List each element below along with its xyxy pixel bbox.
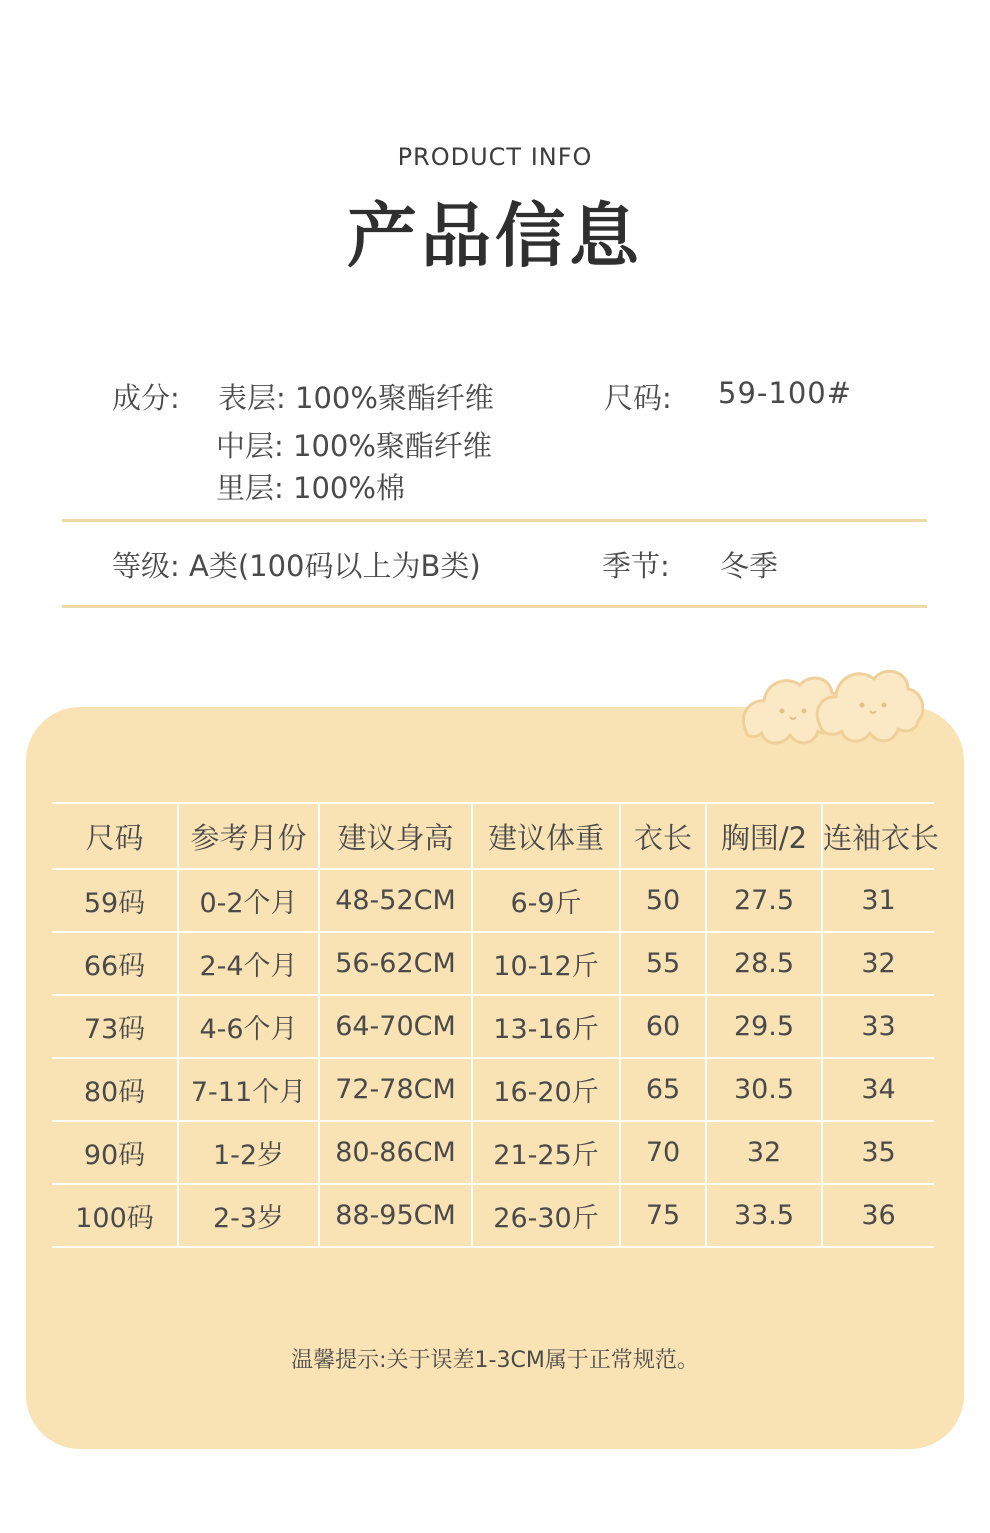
header-sleeve-length: 连袖衣长 bbox=[822, 803, 934, 869]
table-cell: 32 bbox=[706, 1121, 822, 1184]
table-header-row bbox=[52, 803, 934, 869]
table-cell: 2-4个月 bbox=[178, 932, 319, 995]
composition-label: 成分: bbox=[112, 381, 180, 415]
inner-layer-text: 里层: 100%棉 bbox=[216, 471, 405, 505]
table-cell: 64-70CM bbox=[319, 995, 472, 1058]
table-cell: 13-16斤 bbox=[472, 995, 620, 1058]
table-cell: 59码 bbox=[52, 869, 178, 932]
table-cell: 16-20斤 bbox=[472, 1058, 620, 1121]
header-chest: 胸围/2 bbox=[706, 803, 822, 869]
page-title: 产品信息 bbox=[347, 195, 643, 277]
header-months: 参考月份 bbox=[178, 803, 319, 869]
table-row bbox=[52, 932, 934, 995]
header-length: 衣长 bbox=[620, 803, 706, 869]
divider-top bbox=[62, 519, 927, 522]
table-cell: 56-62CM bbox=[319, 932, 472, 995]
table-cell: 73码 bbox=[52, 995, 178, 1058]
table-row bbox=[52, 1058, 934, 1121]
table-cell: 0-2个月 bbox=[178, 869, 319, 932]
table-cell: 75 bbox=[620, 1184, 706, 1247]
table-cell: 66码 bbox=[52, 932, 178, 995]
table-cell: 55 bbox=[620, 932, 706, 995]
table-cell: 90码 bbox=[52, 1121, 178, 1184]
table-cell: 48-52CM bbox=[319, 869, 472, 932]
divider-bottom bbox=[62, 605, 927, 608]
tip-text: 温馨提示:关于误差1-3CM属于正常规范。 bbox=[291, 1348, 699, 1373]
table-cell: 2-3岁 bbox=[178, 1184, 319, 1247]
table-cell: 32 bbox=[822, 932, 934, 995]
table-cell: 7-11个月 bbox=[178, 1058, 319, 1121]
season-value: 冬季 bbox=[720, 549, 779, 583]
table-cell: 27.5 bbox=[706, 869, 822, 932]
header-size: 尺码 bbox=[52, 803, 178, 869]
table-row bbox=[52, 1184, 934, 1247]
table-cell: 33.5 bbox=[706, 1184, 822, 1247]
table-cell: 100码 bbox=[52, 1184, 178, 1247]
cloud-decoration bbox=[738, 655, 924, 755]
table-cell: 1-2岁 bbox=[178, 1121, 319, 1184]
table-cell: 72-78CM bbox=[319, 1058, 472, 1121]
table-cell: 33 bbox=[822, 995, 934, 1058]
table-cell: 65 bbox=[620, 1058, 706, 1121]
header-weight: 建议体重 bbox=[472, 803, 620, 869]
table-cell: 29.5 bbox=[706, 995, 822, 1058]
table-cell: 21-25斤 bbox=[472, 1121, 620, 1184]
middle-layer-text: 中层: 100%聚酯纤维 bbox=[216, 429, 492, 463]
table-cell: 88-95CM bbox=[319, 1184, 472, 1247]
grade-text: 等级: A类(100码以上为B类) bbox=[112, 549, 481, 583]
size-table bbox=[52, 802, 940, 1248]
table-cell: 4-6个月 bbox=[178, 995, 319, 1058]
size-label: 尺码: bbox=[604, 381, 672, 415]
table-cell: 34 bbox=[822, 1058, 934, 1121]
table-cell: 10-12斤 bbox=[472, 932, 620, 995]
table-cell: 28.5 bbox=[706, 932, 822, 995]
table-row bbox=[52, 1121, 934, 1184]
subtitle-en: PRODUCT INFO bbox=[397, 143, 593, 171]
table-cell: 60 bbox=[620, 995, 706, 1058]
table-cell: 50 bbox=[620, 869, 706, 932]
table-row bbox=[52, 995, 934, 1058]
table-cell: 35 bbox=[822, 1121, 934, 1184]
table-cell: 26-30斤 bbox=[472, 1184, 620, 1247]
table-cell: 36 bbox=[822, 1184, 934, 1247]
season-label: 季节: bbox=[602, 549, 670, 583]
table-cell: 80码 bbox=[52, 1058, 178, 1121]
table-cell: 6-9斤 bbox=[472, 869, 620, 932]
size-value: 59-100# bbox=[718, 376, 853, 410]
header-height: 建议身高 bbox=[319, 803, 472, 869]
cloud-icon bbox=[817, 671, 923, 741]
table-cell: 80-86CM bbox=[319, 1121, 472, 1184]
table-row bbox=[52, 869, 934, 932]
outer-layer-text: 表层: 100%聚酯纤维 bbox=[218, 381, 494, 415]
table-cell: 31 bbox=[822, 869, 934, 932]
table-cell: 30.5 bbox=[706, 1058, 822, 1121]
table-cell: 70 bbox=[620, 1121, 706, 1184]
